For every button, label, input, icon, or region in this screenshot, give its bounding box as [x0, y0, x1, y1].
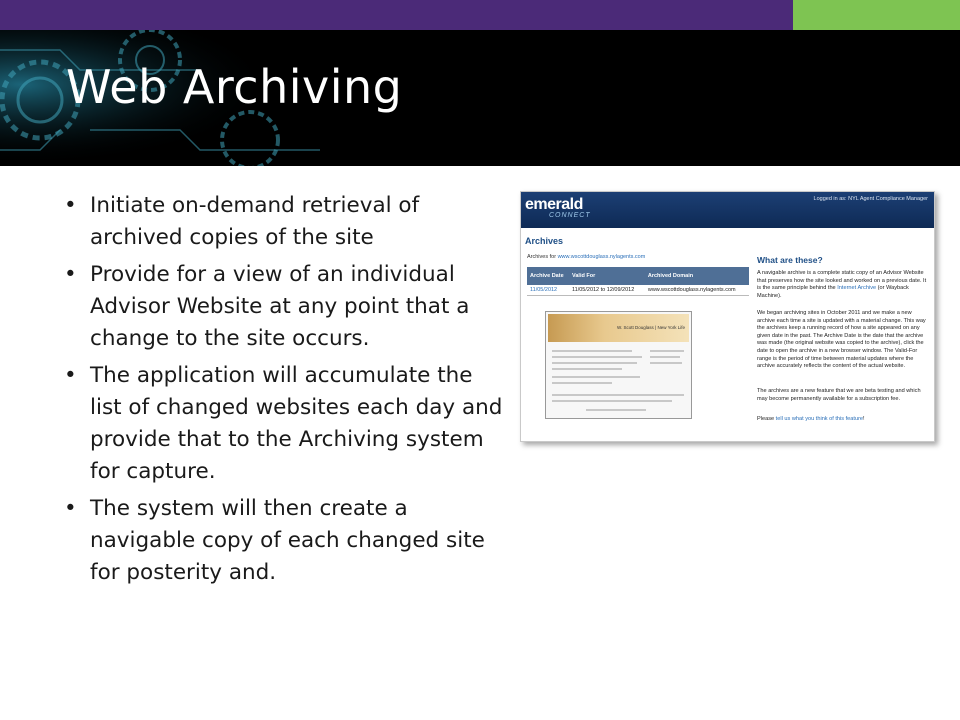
column-header: Archive Date — [527, 267, 569, 285]
bullet-text: The application will accumulate the list of changed websites each day and provide that to the Archiving system for capture. — [90, 363, 503, 484]
bullet-text: The system will then create a navigable copy of each changed site for posterity and. — [90, 496, 485, 585]
bullet-dot-icon: • — [64, 496, 77, 521]
thumbnail-text-line — [586, 409, 646, 411]
bullet-item — [64, 360, 504, 488]
bullet-item — [64, 493, 504, 589]
thumbnail-text-line — [552, 400, 672, 402]
slide-title: Web Archiving — [66, 60, 403, 114]
thumbnail-text-line — [650, 350, 684, 352]
what-are-these-heading: What are these? — [757, 255, 823, 265]
explanation-text: A navigable archive is a complete static copy of an Advisor Website that preserves how the site looked and worked on a previous date. It is the same principle behind the — [757, 270, 927, 292]
feedback-link[interactable]: tell us what you think of this feature — [775, 416, 864, 422]
explanation-paragraph: We began archiving sites in October 2011 and we make a new archive each time a site is updated with a material change. This way the archives keep a running record of how a site appeared on any given date in the past. The Archive Date is the date that the archive was made (the original website was copied to the archive), click the date to open the archive in a new browser window. The Valid-For range is the period of time between material updates where the archive accurately reflects the content of the actual website. — [757, 310, 926, 370]
archived-domain-cell: www.wscottdouglass.nylagents.com — [645, 285, 749, 296]
archives-heading: Archives — [525, 236, 564, 246]
bullet-text: Provide for a view of an individual Advisor Website at any point that a change to the site occurs. — [90, 262, 470, 351]
logged-in-status: Logged in as: NYL Agent Compliance Manager — [813, 196, 928, 202]
archive-date-link[interactable]: 11/05/2012 — [527, 285, 569, 296]
table-row — [527, 285, 749, 296]
thumbnail-text-line — [552, 368, 622, 370]
archive-page-screenshot — [520, 191, 935, 442]
archives-table — [527, 267, 749, 296]
bullet-dot-icon: • — [64, 262, 77, 287]
feedback-paragraph — [757, 416, 929, 424]
bullet-dot-icon: • — [64, 193, 77, 218]
valid-for-cell: 11/05/2012 to 12/09/2012 — [569, 285, 645, 296]
archive-thumbnail[interactable] — [545, 311, 692, 419]
feedback-text: Please — [757, 416, 775, 422]
bullet-item — [64, 190, 504, 254]
thumbnail-text-line — [650, 362, 682, 364]
table-header-row — [527, 267, 749, 285]
thumbnail-banner-text: W. Scott Douglass | New York Life — [617, 325, 685, 330]
thumbnail-text-line — [552, 350, 632, 352]
column-header: Valid For — [569, 267, 645, 285]
emerald-connect-logo: emerald — [525, 196, 583, 213]
archives-for-label: Archives for — [527, 254, 557, 260]
bullet-item — [64, 259, 504, 355]
feedback-text-end: ! — [863, 416, 865, 422]
bullet-text: Initiate on-demand retrieval of archived copies of the site — [90, 193, 420, 250]
archives-for-link[interactable]: www.wscottdouglass.nylagents.com — [557, 254, 646, 260]
bullet-list — [64, 190, 504, 594]
explanation-paragraph — [757, 270, 929, 300]
thumbnail-text-line — [552, 382, 612, 384]
thumbnail-text-line — [552, 362, 637, 364]
thumbnail-text-line — [552, 376, 640, 378]
explanation-paragraph: The archives are a new feature that we are beta testing and which may become permanently available for a subscription fee. — [757, 388, 921, 402]
top-accent-bar — [0, 0, 793, 30]
thumbnail-banner — [548, 314, 689, 342]
logo-subtitle: CONNECT — [549, 212, 591, 219]
column-header: Archived Domain — [645, 267, 749, 285]
bullet-dot-icon: • — [64, 363, 77, 388]
title-header — [0, 30, 960, 166]
app-header — [521, 192, 934, 228]
internet-archive-link[interactable]: Internet Archive — [837, 285, 877, 292]
thumbnail-text-line — [552, 356, 642, 358]
thumbnail-text-line — [552, 394, 684, 396]
thumbnail-text-line — [650, 356, 680, 358]
explanation-text: (or Wayback Machine). — [757, 285, 909, 299]
top-accent-bar-green — [793, 0, 960, 30]
archives-for-line — [527, 254, 645, 260]
